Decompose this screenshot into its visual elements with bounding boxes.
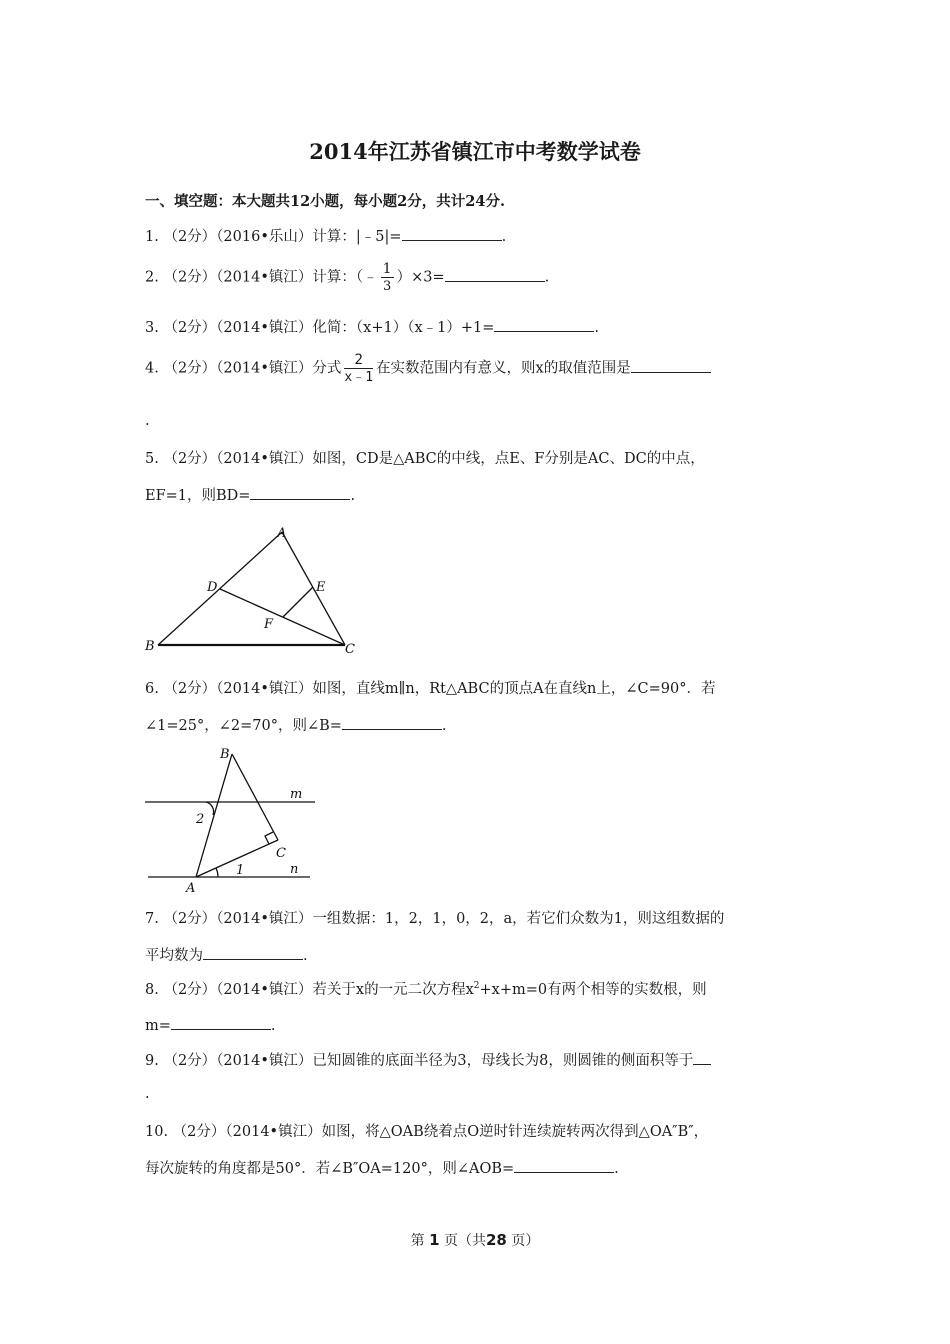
question-text: 已知圆锥的底面半径为3，母线长为8，则圆锥的侧面积等于 <box>312 1053 694 1069</box>
question-4: 4. （2分）（2014•镇江）分式 $\frac{2}{x﹣1}$ 在实数范围内有意义，则x的取值范围是 <box>145 353 711 384</box>
question-3: 3. （2分）（2014•镇江）化简：（x+1）（x﹣1）+1= . <box>145 316 599 337</box>
question-score: （2分） <box>172 1124 226 1140</box>
question-text: 分式 <box>312 360 342 377</box>
question-score: （2分） <box>163 911 217 927</box>
question-source: （2016•乐山） <box>216 229 313 245</box>
question-source: （2014•镇江） <box>216 360 313 377</box>
question-text: 如图，将△OAB绕着点O逆时针连续旋转两次得到△OA″B″， <box>321 1124 709 1140</box>
question-7-line-2: 平均数为 . <box>145 944 308 965</box>
answer-blank[interactable] <box>250 485 350 500</box>
question-number: 3. <box>145 320 159 336</box>
label-n: n <box>290 862 299 877</box>
label-angle-1: 1 <box>236 863 245 878</box>
question-text: 若关于x的一元二次方程x <box>312 982 474 998</box>
question-score: （2分） <box>163 982 217 998</box>
question-9 <box>145 1049 711 1070</box>
question-7 <box>145 907 724 928</box>
fraction: $\frac{2}{x﹣1}$ <box>344 352 374 385</box>
question-source: （2014•镇江） <box>216 911 313 927</box>
exam-title: 2014年江苏省镇江市中考数学试卷 <box>309 139 641 164</box>
page-total: 28 <box>486 1231 507 1249</box>
question-5 <box>145 447 705 468</box>
question-4-end: . <box>145 413 150 429</box>
question-score: （2分） <box>163 269 217 286</box>
answer-blank[interactable] <box>171 1015 271 1030</box>
question-text: 化简：（x+1）（x﹣1）+1= <box>312 320 495 336</box>
answer-blank[interactable] <box>445 267 545 282</box>
answer-blank[interactable] <box>494 317 594 332</box>
label-C: C <box>276 846 286 861</box>
question-6 <box>145 677 715 698</box>
answer-blank[interactable] <box>514 1158 614 1173</box>
question-8: 8. （2分）（2014•镇江）若关于x的一元二次方程$x^2+x+m=0$有两个相等的实数根，则 <box>145 981 707 998</box>
label-A: A <box>186 881 196 896</box>
label-angle-2: 2 <box>196 812 205 827</box>
question-number: 6. <box>145 681 159 697</box>
question-source: （2014•镇江） <box>216 320 313 336</box>
question-text: 如图，直线m∥n，Rt△ABC的顶点A在直线n上，∠C=90°．若 <box>312 681 716 697</box>
label-B: B <box>220 747 230 762</box>
question-source: （2014•镇江） <box>216 982 313 998</box>
question-number: 8. <box>145 982 159 998</box>
section-heading: 一、填空题：本大题共12小题，每小题2分，共计24分. <box>145 193 505 210</box>
answer-blank[interactable] <box>631 358 711 373</box>
question-number: 9. <box>145 1053 159 1069</box>
answer-blank[interactable] <box>402 226 502 241</box>
question-source: （2014•镇江） <box>216 1053 313 1069</box>
answer-blank[interactable] <box>342 715 442 730</box>
question-1: 1. （2分）（2016•乐山）计算：|﹣5|= . <box>145 225 506 246</box>
parallel-lines-figure-6 <box>140 742 325 897</box>
question-source: （2014•镇江） <box>216 269 313 286</box>
label-A: A <box>277 526 287 541</box>
question-text: 如图，CD是△ABC的中线，点E、F分别是AC、DC的中点， <box>312 451 705 467</box>
label-E: E <box>316 580 326 595</box>
question-source: （2014•镇江） <box>216 451 313 467</box>
answer-blank[interactable] <box>203 945 303 960</box>
question-10-line-2: 每次旋转的角度都是50°．若∠B″OA=120°，则∠AOB= . <box>145 1157 619 1178</box>
label-B: B <box>145 639 155 654</box>
question-score: （2分） <box>163 229 217 245</box>
question-score: （2分） <box>163 360 217 377</box>
question-score: （2分） <box>163 451 217 467</box>
question-8-line-2: m= . <box>145 1015 276 1034</box>
question-text: 计算：|﹣5|= <box>312 229 402 245</box>
triangle-figure-5 <box>140 520 370 660</box>
question-source: （2014•镇江） <box>225 1124 322 1140</box>
page-number: 1 <box>429 1231 440 1249</box>
label-F: F <box>264 617 274 632</box>
answer-blank[interactable] <box>693 1050 711 1065</box>
question-number: 4. <box>145 360 159 377</box>
question-9-end: . <box>145 1086 150 1102</box>
label-D: D <box>207 580 218 595</box>
question-source: （2014•镇江） <box>216 681 313 697</box>
label-m: m <box>290 787 303 802</box>
question-number: 10. <box>145 1124 169 1140</box>
question-number: 5. <box>145 451 159 467</box>
question-score: （2分） <box>163 681 217 697</box>
question-5-line-2: EF=1，则BD= . <box>145 484 355 505</box>
question-10 <box>145 1120 708 1141</box>
page-footer: 第 1 页（共28 页） <box>410 1231 540 1249</box>
question-score: （2分） <box>163 320 217 336</box>
question-number: 1. <box>145 229 159 245</box>
question-6-line-2: ∠1=25°，∠2=70°，则∠B= . <box>145 714 447 735</box>
question-2: 2. （2分）（2014•镇江）计算：（﹣ $\frac{1}{3}$ ）×3= . <box>145 261 550 294</box>
question-number: 7. <box>145 911 159 927</box>
question-text: 一组数据：1，2，1，0，2，a，若它们众数为1，则这组数据的 <box>312 911 725 927</box>
fraction: $\frac{1}{3}$ <box>382 261 392 294</box>
question-text: 计算：（﹣ <box>312 269 378 286</box>
question-number: 2. <box>145 269 159 286</box>
label-C: C <box>345 642 355 657</box>
question-score: （2分） <box>163 1053 217 1069</box>
